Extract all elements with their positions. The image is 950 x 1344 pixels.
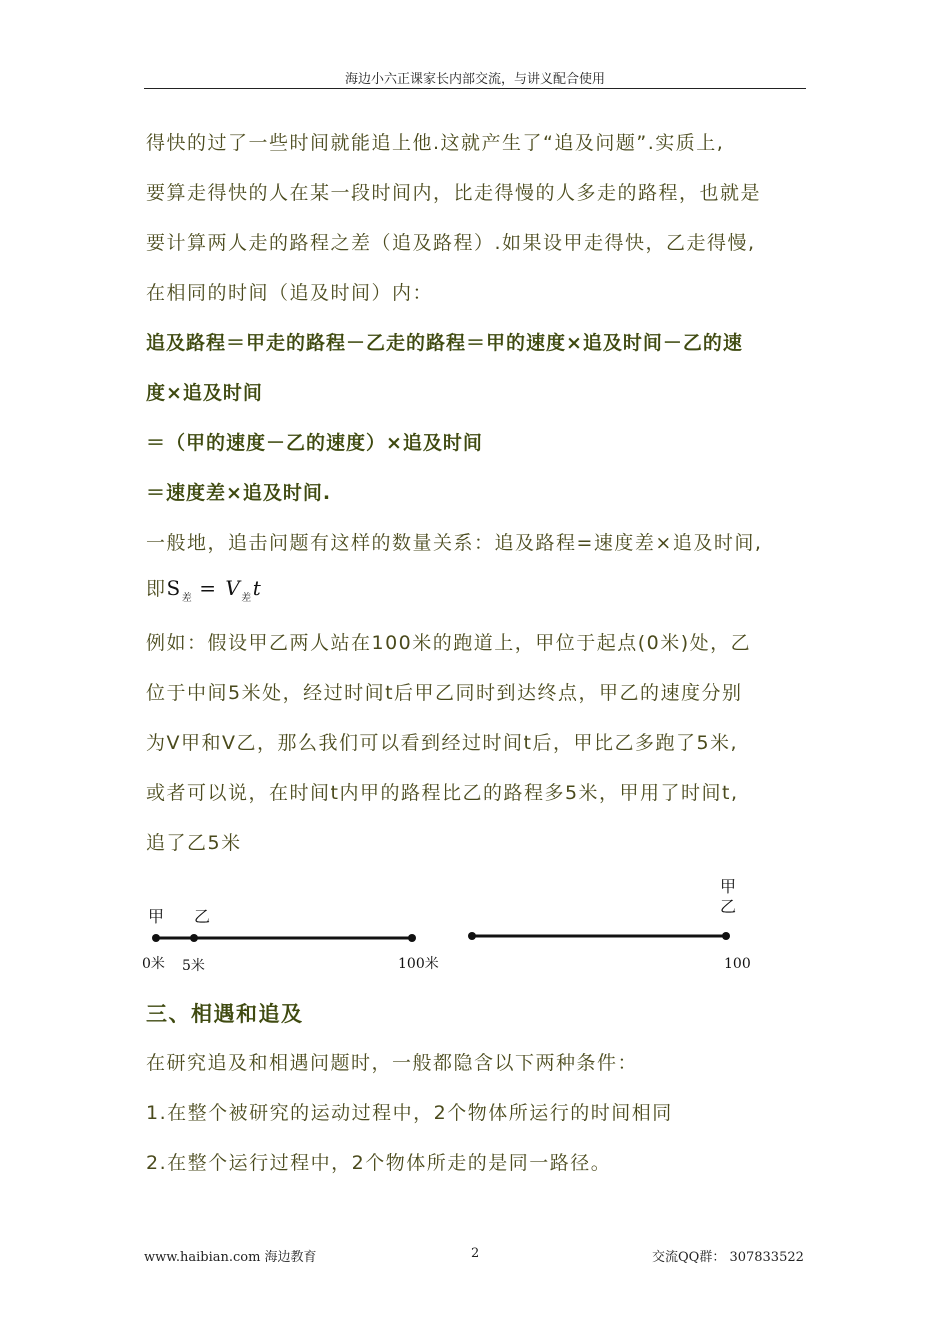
track-diagram	[140, 870, 780, 980]
section-item: 1.在整个被研究的运动过程中，2个物体所运行的时间相同	[146, 1102, 673, 1124]
formula-sub-v: 差	[241, 593, 253, 604]
right-label-yi: 乙	[720, 897, 737, 916]
page-header: 海边小六正课家长内部交流，与讲义配合使用	[344, 72, 605, 87]
paragraph-line: 得快的过了一些时间就能追上他.这就产生了“追及问题”.实质上,	[146, 132, 725, 154]
left-point-0	[152, 934, 160, 942]
formula-line: ＝（甲的速度－乙的速度）×追及时间	[146, 432, 483, 454]
left-label-yi: 乙	[194, 907, 211, 926]
section-title: 三、相遇和追及	[146, 1002, 304, 1026]
right-point-start	[468, 932, 476, 940]
left-point-100	[408, 934, 416, 942]
section-item: 2.在整个运行过程中，2个物体所走的是同一路径。	[146, 1152, 612, 1174]
tick-5: 5米	[182, 958, 205, 974]
tick-100: 100米	[398, 956, 439, 972]
example-line: 位于中间5米处，经过时间t后甲乙同时到达终点，甲乙的速度分别	[146, 682, 743, 704]
paragraph-line: 在相同的时间（追及时间）内：	[146, 282, 434, 304]
formula-eq: =	[199, 576, 218, 600]
section-intro: 在研究追及和相遇问题时，一般都隐含以下两种条件：	[146, 1052, 639, 1074]
right-point-end	[722, 932, 730, 940]
example-line: 例如：假设甲乙两人站在100米的跑道上，甲位于起点(0米)处，乙	[146, 632, 752, 654]
general-relation: 一般地，追击问题有这样的数量关系：追及路程=速度差×追及时间,	[146, 532, 763, 554]
header-rule	[144, 88, 806, 89]
left-label-jia: 甲	[148, 907, 165, 926]
formula-t: t	[252, 576, 263, 600]
paragraph-line: 要算走得快的人在某一段时间内，比走得慢的人多走的路程，也就是	[146, 182, 762, 204]
footer-page-number: 2	[471, 1246, 480, 1261]
tick-0: 0米	[142, 956, 165, 972]
formula-line: 追及路程＝甲走的路程－乙走的路程＝甲的速度×追及时间－乙的速	[146, 332, 743, 354]
footer-site: www.haibian.com 海边教育	[144, 1250, 317, 1265]
left-point-5	[190, 934, 198, 942]
footer-qq: 交流QQ群： 307833522	[652, 1250, 804, 1265]
formula-line: ＝速度差×追及时间.	[146, 482, 332, 504]
example-line: 为V甲和V乙，那么我们可以看到经过时间t后，甲比乙多跑了5米,	[146, 732, 739, 754]
example-line: 或者可以说，在时间t内甲的路程比乙的路程多5米，甲用了时间t,	[146, 782, 739, 804]
paragraph-line: 要计算两人走的路程之差（追及路程）.如果设甲走得快，乙走得慢,	[146, 232, 756, 254]
formula-prefix: 即	[146, 578, 167, 600]
right-tick-100: 100	[724, 956, 751, 972]
formula-v: V	[225, 576, 242, 600]
formula-sub-s: 差	[181, 593, 194, 604]
right-label-jia: 甲	[720, 877, 737, 896]
formula-line: 度×追及时间	[146, 382, 263, 404]
math-formula	[146, 574, 262, 604]
formula-s: S	[166, 576, 182, 600]
example-line: 追了乙5米	[146, 832, 242, 854]
